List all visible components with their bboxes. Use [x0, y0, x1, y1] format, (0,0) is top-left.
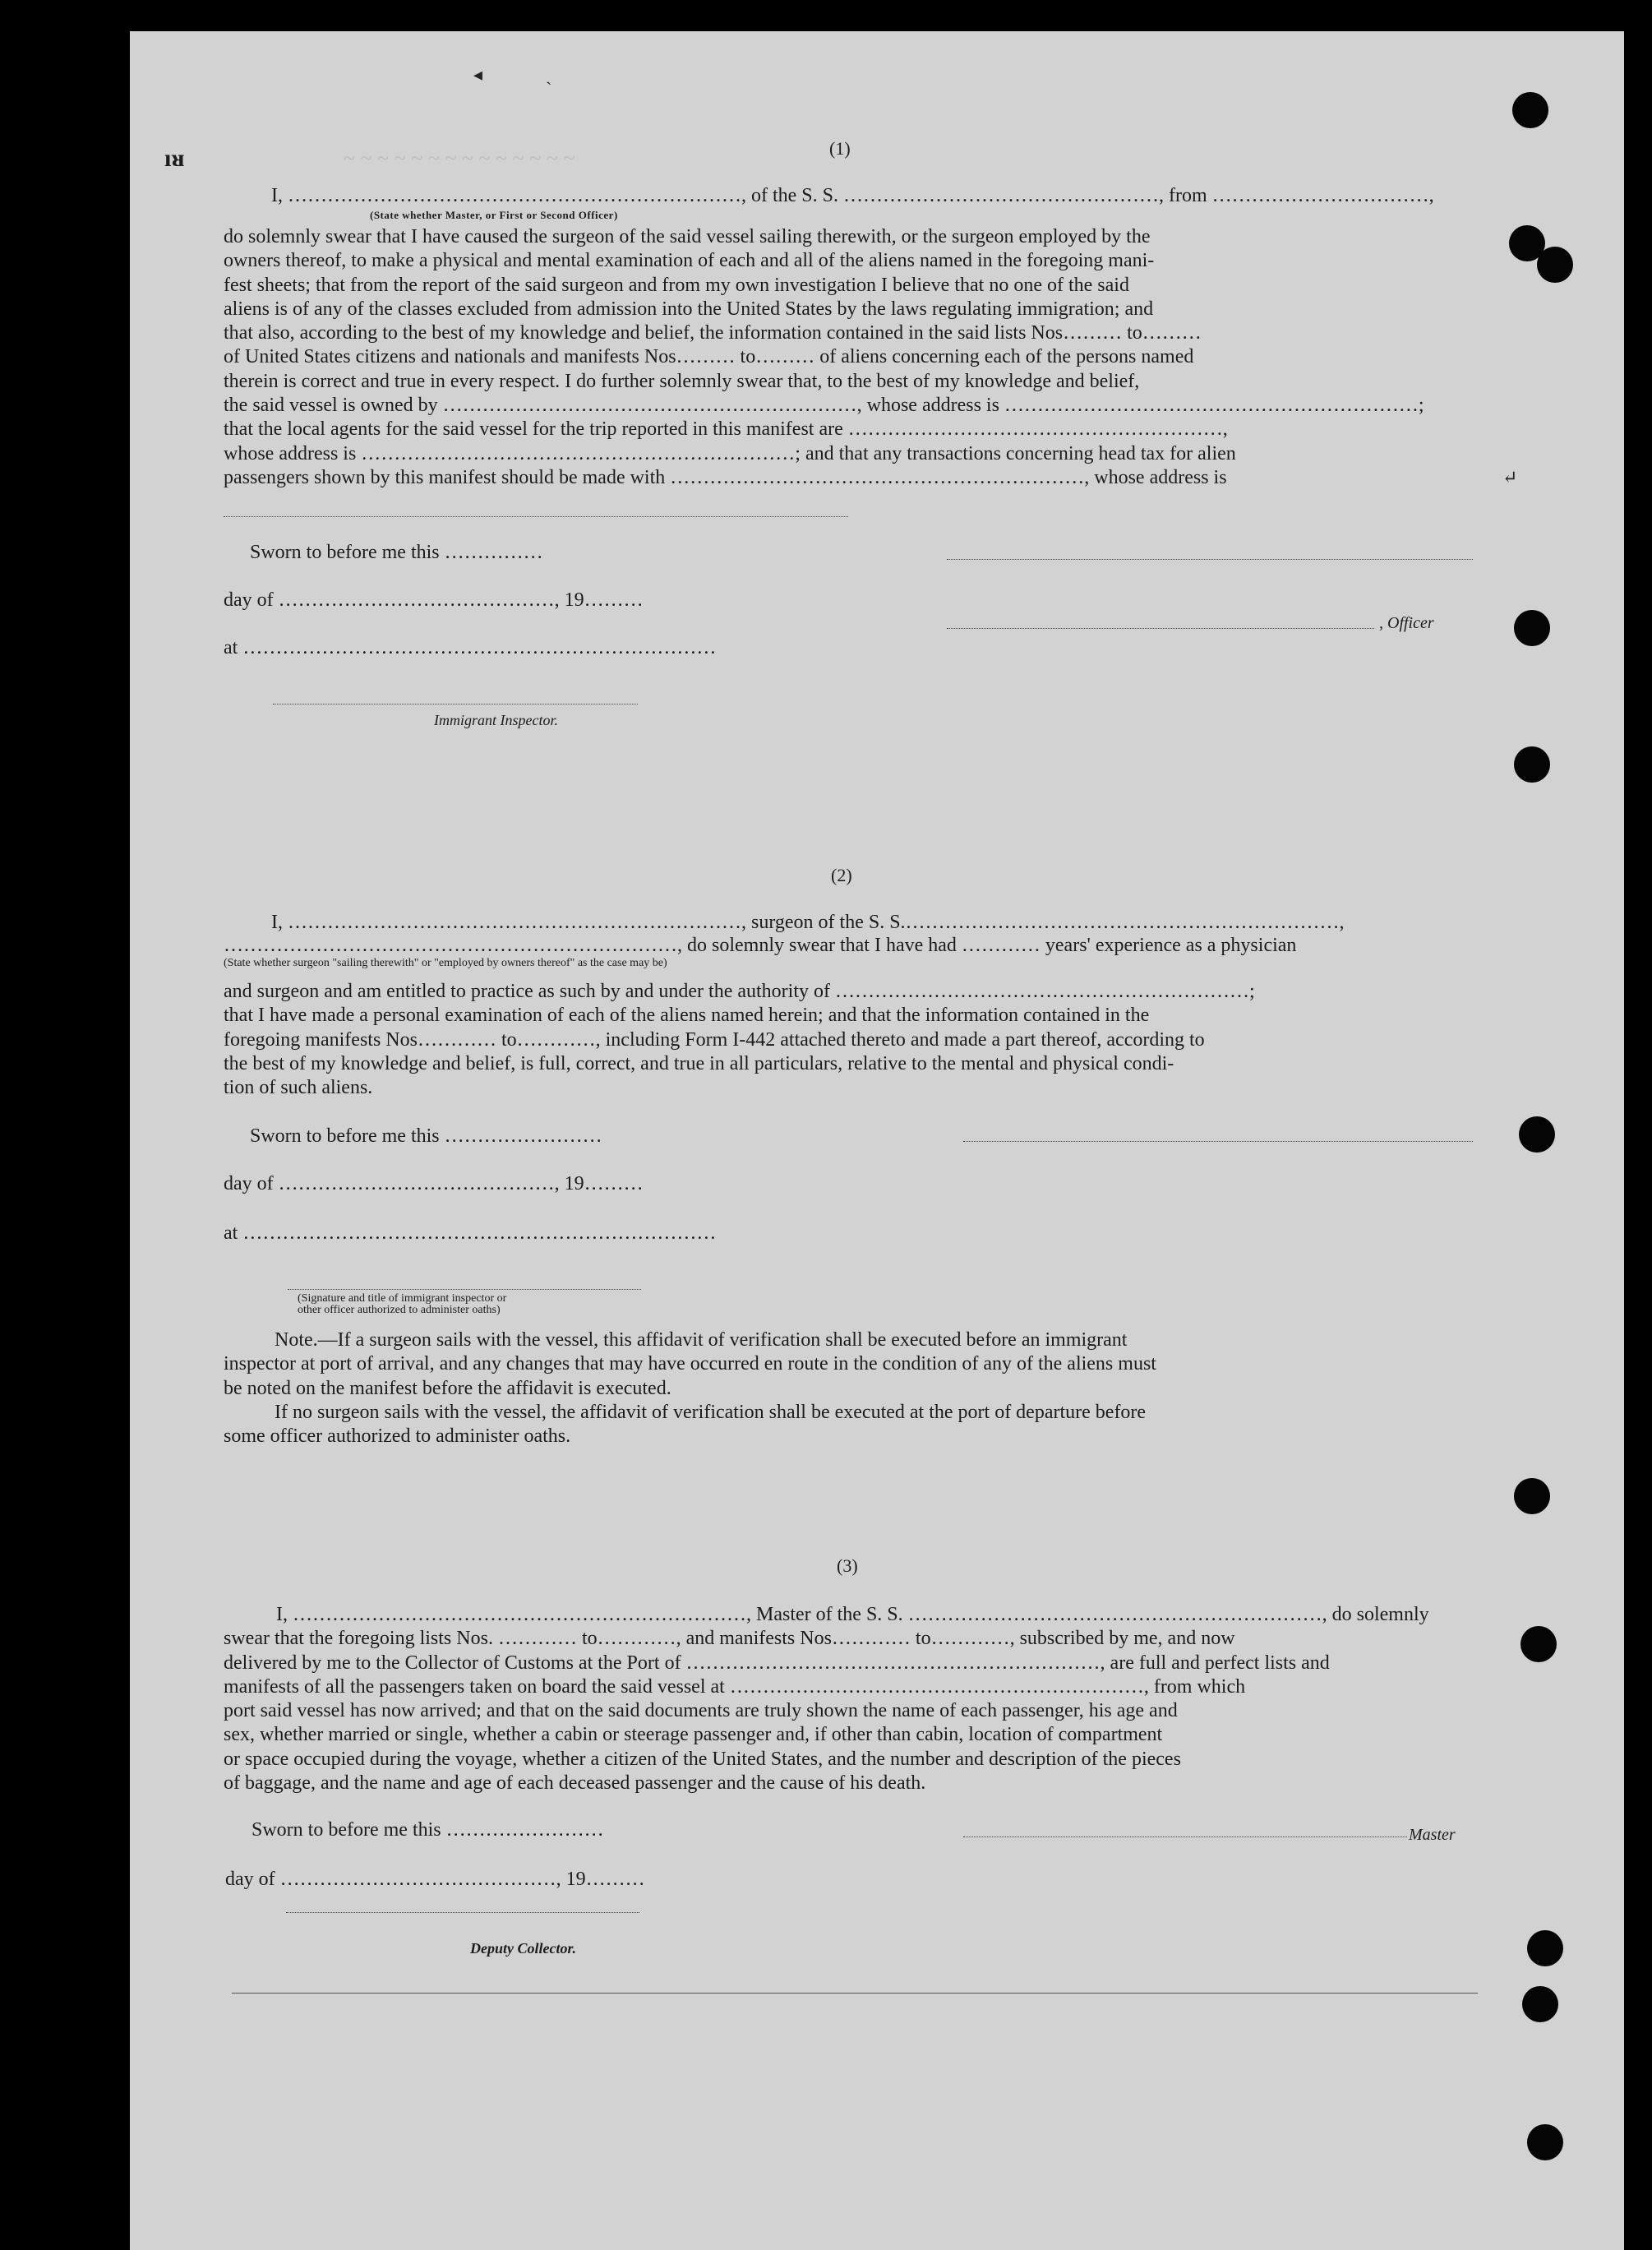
binder-hole: [1537, 247, 1573, 283]
binder-hole: [1514, 1478, 1550, 1514]
section-2-line-2: ……………………………………………………………, do solemnly swear that I have had ………… years' experience as a physician: [224, 935, 1297, 956]
day-of-line-2: day of ……………………………………, 19………: [224, 1173, 644, 1194]
bleed-through-text: ~ ~ ~ ~ ~ ~ ~ ~ ~ ~ ~ ~ ~ ~: [344, 146, 575, 170]
section-2-heading: (2): [831, 865, 852, 885]
section-3-oath-text: I, ……………………………………………………………, Master of the S. S. ………………………………………………………, do solemnly swear that the foregoing lists Nos. ………… to…………, and manifests Nos………… to…………, subscribed by me, and now delivered by me to the Collector of Customs at the Port of ………………………………………………………, are full and perfect lists and manifests of all the passengers taken on board the said vessel at ………………………………………………………, from which port said vessel has now arrived; and that on the said documents are truly shown the name of each passenger, his age and sex, whether married or single, whether a cabin or steerage passenger and, if other than cabin, location of compartment or space occupied during the voyage, whether a citizen of the United States, and the number and description of the pieces of baggage, and the name and age of each deceased passenger and the cause of his death.: [224, 1604, 1429, 1795]
binder-hole: [1512, 92, 1548, 128]
sworn-line-3: Sworn to before me this ……………………: [251, 1819, 604, 1841]
signature-caption: other officer authorized to administer oaths): [298, 1304, 501, 1316]
surgeon-caption: (State whether surgeon "sailing therewith" or "employed by owners thereof" as the case may be): [224, 957, 667, 969]
binder-hole: [1527, 2124, 1563, 2160]
at-line-2: at ………………………………………………………………: [224, 1222, 717, 1244]
master-signature-line: [963, 1836, 1407, 1837]
binder-hole: [1519, 1116, 1555, 1153]
inspector-title: Immigrant Inspector.: [434, 712, 558, 728]
day-of-line-3: day of ……………………………………, 19………: [225, 1869, 645, 1890]
master-caption: (State whether Master, or First or Second Officer): [370, 209, 618, 221]
signature-line: [947, 559, 1473, 560]
manifest-affidavit-page: [130, 31, 1624, 2250]
signature-line: [963, 1141, 1473, 1142]
officer-label: , Officer: [1379, 614, 1434, 632]
bottom-rule: [232, 1993, 1478, 1994]
binder-hole: [1520, 1626, 1557, 1662]
at-line-1: at ………………………………………………………………: [224, 637, 717, 658]
binder-hole: [1527, 1930, 1563, 1966]
master-label: Master: [1409, 1826, 1456, 1844]
blank-line: [224, 516, 848, 517]
collector-signature-line: [286, 1912, 639, 1913]
corner-mark: ıᴚ: [164, 145, 185, 172]
binder-hole: [1514, 610, 1550, 646]
officer-signature-line: [947, 628, 1374, 629]
binder-hole: [1522, 1986, 1558, 2022]
binder-hole: [1514, 746, 1550, 783]
inspector-signature-line: [273, 704, 638, 705]
signature-caption: (Signature and title of immigrant inspector or: [298, 1292, 507, 1305]
section-2-line-1: I, ……………………………………………………………, surgeon of the S. S.…………………………………………………………,: [271, 912, 1345, 933]
section-2-oath-text: and surgeon and am entitled to practice as such by and under the authority of ………………………………………………………; that I have made a personal examination of each of the aliens named herein; and that the information contained in the foregoing manifests Nos………… to…………, including Form I-442 attached thereto and made a part thereof, according to the best of my knowledge and belief, is full, correct, and true in all particulars, relative to the mental and physical condi- tion of such aliens.: [224, 981, 1255, 1099]
inspector-signature-line: [288, 1289, 641, 1290]
section-1-heading: (1): [829, 138, 851, 159]
sworn-line-2: Sworn to before me this ……………………: [250, 1125, 602, 1147]
stray-mark: ↵: [1502, 467, 1518, 487]
section-3-heading: (3): [837, 1555, 858, 1576]
note-paragraph: If no surgeon sails with the vessel, the affidavit of verification shall be executed at the port of departure before some officer authorized to administer oaths.: [224, 1402, 1147, 1448]
note-paragraph: Note.—If a surgeon sails with the vessel, this affidavit of verification shall be executed before an immigrant inspector at port of arrival, and any changes that may have occurred en route in the condition of any of the aliens must be noted on the manifest before the affidavit is executed.: [224, 1329, 1156, 1399]
sworn-line-1: Sworn to before me this ……………: [250, 542, 543, 563]
stray-mark: ◂ ˎ: [473, 64, 552, 85]
section-1-opening-line: I, ……………………………………………………………, of the S. S. …………………………………………, from ……………………………,: [271, 185, 1434, 206]
deputy-collector-title: Deputy Collector.: [470, 1940, 576, 1957]
section-1-oath-text: do solemnly swear that I have caused the surgeon of the said vessel sailing therewith, or the surgeon employed by the owners thereof, to make a physical and mental examination of each and all of the aliens named in the foregoing mani- fest sheets; that from the report of the said surgeon and from my own investigation I believe that no one of the said aliens is of any of the classes excluded from admission into the United States by the laws regulating immigration; and that also, according to the best of my knowledge and belief, the information contained in the said lists Nos……… to……… of United States citizens and nationals and manifests Nos……… to……… of aliens concerning each of the persons named therein is correct and true in every respect. I do further solemnly swear that, to the best of my knowledge and belief, the said vessel is owned by ………………………………………………………, whose address is ………………………………………………………; that the local agents for the said vessel for the trip reported in this manifest are …………………………………………………, whose address is …………………………………………………………; and that any transactions concerning head tax for alien passengers shown by this manifest should be made with ………………………………………………………, whose address is: [224, 226, 1424, 488]
day-of-line-1: day of ……………………………………, 19………: [224, 589, 644, 611]
